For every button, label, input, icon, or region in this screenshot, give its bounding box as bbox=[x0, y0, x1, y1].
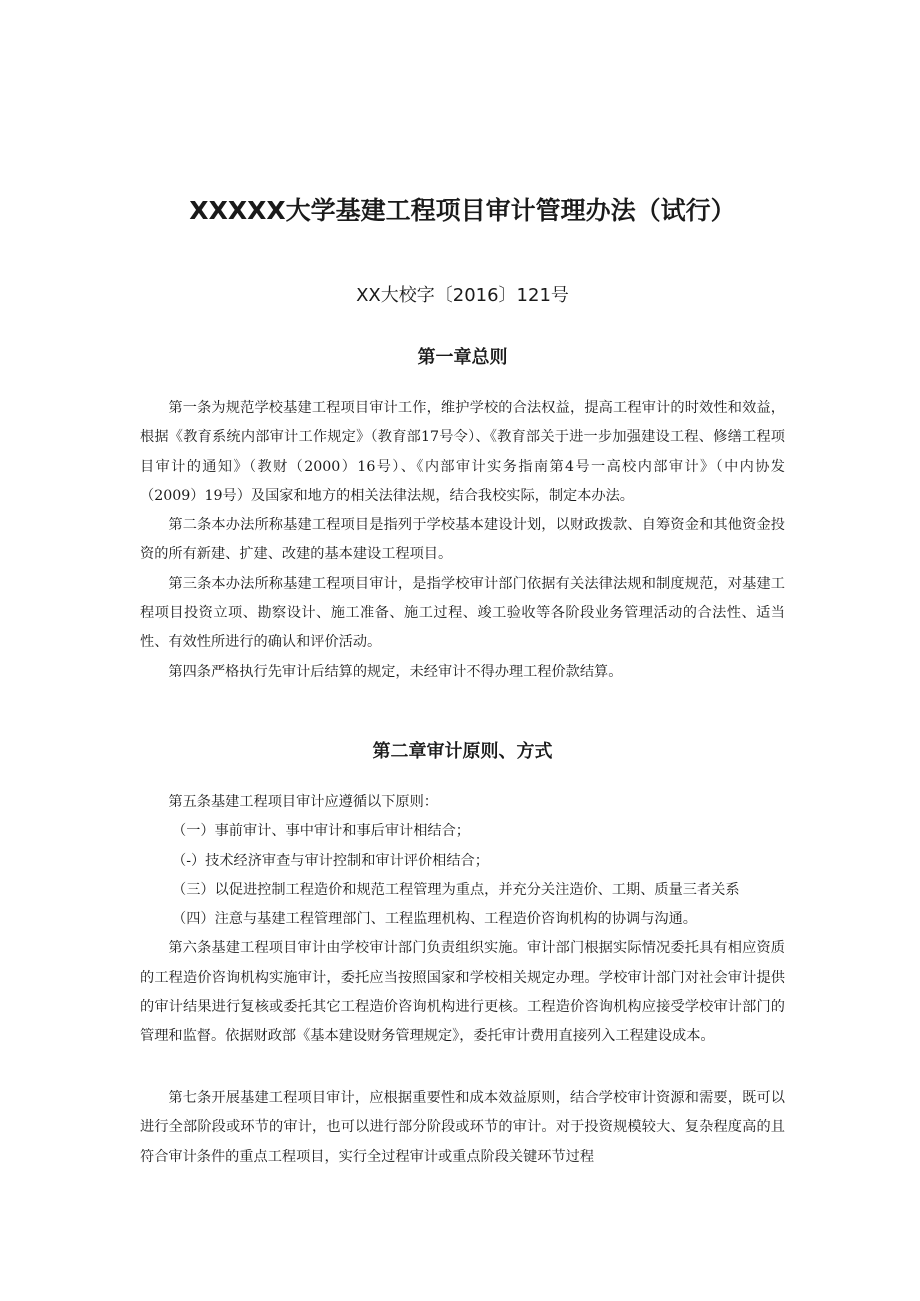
principle-2: （-）技术经济审查与审计控制和审计评价相结合； bbox=[172, 852, 489, 869]
chapter-2-body bbox=[140, 788, 785, 1052]
principle-3: （三）以促进控制工程造价和规范工程管理为重点，并充分关注造价、工期、质量三者关系 bbox=[172, 881, 740, 898]
article-7-block bbox=[140, 1084, 785, 1172]
article-6: 第六条基建工程项目审计由学校审计部门负责组织实施。审计部门根据实际情况委托具有相应资质的工程造价咨询机构实施审计，委托应当按照国家和学校相关规定办理。学校审计部门对社会审计提供的审计结果进行复核或委托其它工程造价咨询机构进行更核。工程造价咨询机构应接受学校审计部门的管理和监督。依据财政部《基本建设财务管理规定》，委托审计费用直接列入工程建设成本。 bbox=[140, 940, 785, 1045]
article-3: 第三条本办法所称基建工程项目审计，是指学校审计部门依据有关法律法规和制度规范，对基建工程项目投资立项、勘察设计、施工准备、施工过程、竣工验收等各阶段业务管理活动的合法性、适当性、有效性所进行的确认和评价活动。 bbox=[140, 575, 785, 651]
principle-4: （四）注意与基建工程管理部门、工程监理机构、工程造价咨询机构的协调与沟通。 bbox=[172, 911, 697, 928]
chapter-1-heading: 第一章总则 bbox=[417, 347, 508, 368]
principle-1: （一）事前审计、事中审计和事后审计相结合； bbox=[172, 823, 470, 840]
document-number: XX大校字〔2016〕121号 bbox=[356, 285, 569, 306]
article-4: 第四条严格执行先审计后结算的规定，未经审计不得办理工程价款结算。 bbox=[168, 663, 623, 680]
article-1: 第一条为规范学校基建工程项目审计工作，维护学校的合法权益，提高工程审计的时效性和效益，根据《教育系统内部审计工作规定》（教育部17号令）、《教育部关于进一步加强建设工程、修缮工程项目审计的通知》（教财（2000）16号）、《内部审计实务指南第4号一高校内部审计》（中内协发（2009）19号）及国家和地方的相关法律法规，结合我校实际，制定本办法。 bbox=[140, 400, 785, 504]
chapter-2-heading: 第二章审计原则、方式 bbox=[372, 741, 553, 762]
article-5-intro: 第五条基建工程项目审计应遵循以下原则： bbox=[168, 794, 438, 810]
document-title: XXXXX大学基建工程项目审计管理办法（试行） bbox=[189, 196, 736, 225]
article-2: 第二条本办法所称基建工程项目是指列于学校基本建设计划，以财政拨款、自筹资金和其他资金投资的所有新建、扩建、改建的基本建设工程项目。 bbox=[140, 517, 785, 563]
chapter-1-body bbox=[140, 394, 785, 687]
article-7: 第七条开展基建工程项目审计，应根据重要性和成本效益原则，结合学校审计资源和需要，既可以进行全部阶段或环节的审计，也可以进行部分阶段或环节的审计。对于投资规模较大、复杂程度高的且符合审计条件的重点工程项目，实行全过程审计或重点阶段关键环节过程 bbox=[140, 1090, 785, 1165]
